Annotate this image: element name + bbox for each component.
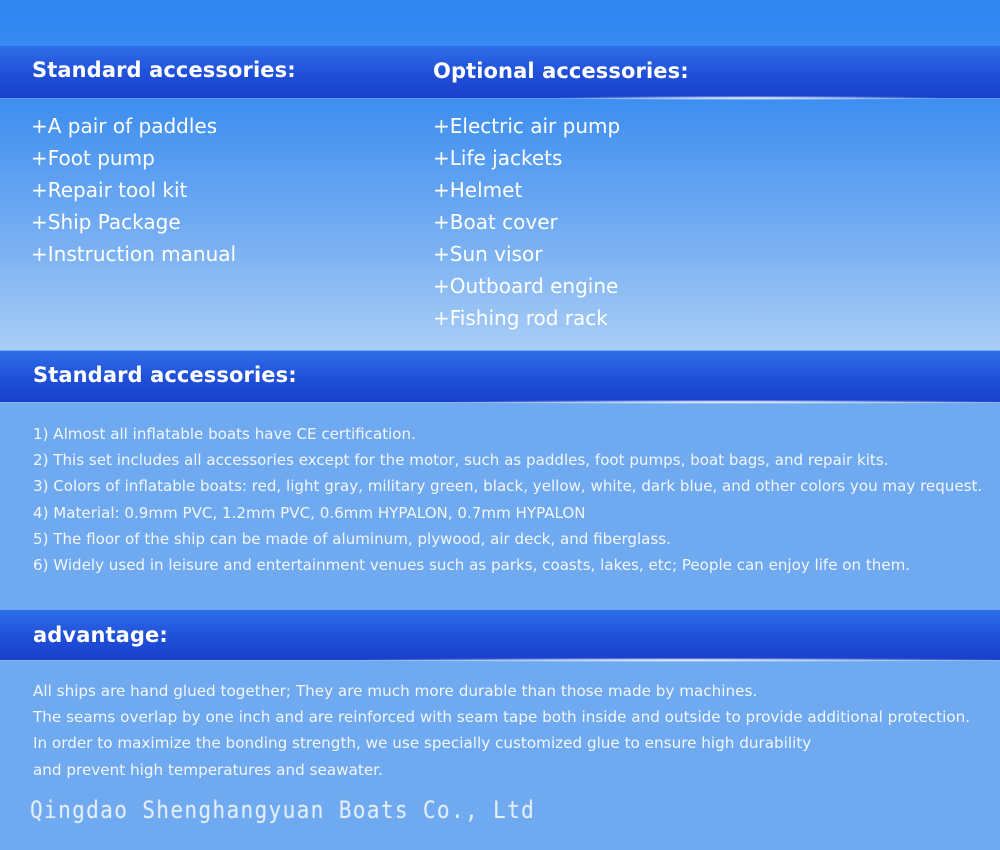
list-item: +Sun visor: [433, 242, 543, 266]
standard-accessories-title: Standard accessories:: [32, 58, 296, 82]
detail-line: 4) Material: 0.9mm PVC, 1.2mm PVC, 0.6mm HYPALON, 0.7mm HYPALON: [33, 503, 586, 522]
advantage-line: and prevent high temperatures and seawater.: [33, 760, 383, 779]
detail-line: 3) Colors of inflatable boats: red, light gray, military green, black, yellow, white, dark blue, and other colors you may request.: [33, 477, 983, 496]
list-item: +Helmet: [433, 178, 523, 202]
advantage-line: The seams overlap by one inch and are reinforced with seam tape both inside and outside to provide additional protection.: [33, 708, 971, 727]
list-item: +Life jackets: [433, 146, 563, 170]
advantage-line: All ships are hand glued together; They are much more durable than those made by machines.: [33, 682, 758, 700]
list-item: +Instruction manual: [31, 242, 237, 266]
standard-accessories-list: [31, 110, 236, 270]
list-item: +Boat cover: [433, 210, 558, 234]
detail-line: 2) This set includes all accessories except for the motor, such as paddles, foot pumps, boat bags, and repair kits.: [33, 451, 889, 470]
advantage-list: [33, 678, 970, 783]
details-list: [33, 421, 989, 578]
detail-line: 5) The floor of the ship can be made of aluminum, plywood, air deck, and fiberglass.: [33, 529, 671, 548]
list-item: +Outboard engine: [433, 274, 619, 298]
detail-line: 6) Widely used in leisure and entertainment venues such as parks, coasts, lakes, etc; People can enjoy life on them.: [33, 555, 911, 574]
details-title: Standard accessories:: [33, 363, 297, 387]
list-item: +Electric air pump: [433, 114, 621, 138]
list-item: +A pair of paddles: [31, 114, 218, 138]
detail-line: 1) Almost all inflatable boats have CE certification.: [33, 425, 416, 443]
list-item: +Foot pump: [31, 146, 155, 170]
list-item: +Fishing rod rack: [433, 306, 608, 330]
list-item: +Repair tool kit: [31, 178, 188, 202]
list-item: +Ship Package: [31, 210, 181, 234]
optional-accessories-list: [433, 110, 620, 334]
advantage-line: In order to maximize the bonding strength, we use specially customized glue to ensure high durability: [33, 734, 812, 753]
optional-accessories-title: Optional accessories:: [433, 59, 689, 83]
advantage-title: advantage:: [33, 623, 168, 647]
company-name: Qingdao Shenghangyuan Boats Co., Ltd: [30, 796, 536, 824]
